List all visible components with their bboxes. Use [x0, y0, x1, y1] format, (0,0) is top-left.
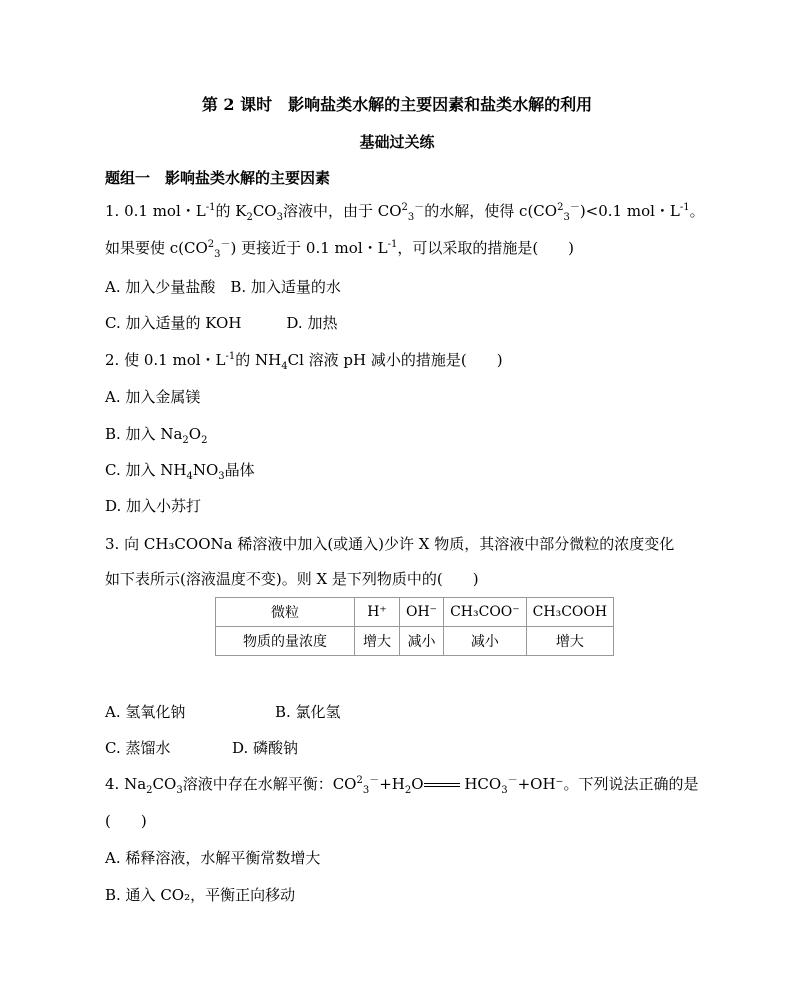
- q2-option-c: C. 加入 $NH_4NO_3$晶体: [105, 461, 255, 482]
- page-subtitle: 基础过关练: [359, 133, 435, 151]
- concentration-table: [215, 597, 614, 656]
- table-header-row: [216, 598, 614, 627]
- table-header-cell: CH₃COO⁻: [444, 598, 527, 627]
- q1-stem-line1: 1. 0.1 mol・$L^{-1}$的 $K_2CO_3$溶液中，由于 $CO^2_3^-$的水解，使得 $c(CO^2_3^-)<0.1$ mol・$L^{-1}$。: [105, 202, 705, 223]
- page-title: 第 2 课时 影响盐类水解的主要因素和盐类水解的利用: [201, 95, 593, 114]
- q3-option-d: D. 磷酸钠: [232, 739, 299, 757]
- q4-stem: 4. $Na_2CO_3$溶液中存在水解平衡：$CO^2_3^-+H_2O$ $HCO_3^-+OH^-$。下列说法正确的是: [105, 775, 699, 796]
- table-cell: 增大: [355, 627, 400, 656]
- table-cell: 减小: [400, 627, 444, 656]
- q2-stem: 2. 使 0.1 mol・$L^{-1}$的 $NH_4Cl$ 溶液 pH 减小的措施是( ): [105, 351, 503, 372]
- equilibrium-arrow-icon: [424, 780, 460, 790]
- q1-stem-line2: 如果要使 $c(CO^2_3^-)$ 更接近于 0.1 mol・$L^{-1}$，可以采取的措施是( ): [105, 239, 575, 260]
- q4-answer-paren: ( ): [105, 812, 147, 830]
- table-cell: 物质的量浓度: [216, 627, 355, 656]
- q2-option-a: A. 加入金属镁: [105, 388, 201, 406]
- q3-option-c: C. 蒸馏水: [105, 739, 171, 757]
- q2-option-b: B. 加入 $Na_2O_2$: [105, 425, 208, 446]
- q3-stem-line2: 如下表所示(溶液温度不变)。则 X 是下列物质中的( ): [105, 570, 479, 588]
- q1-options-cd: C. 加入适量的 KOH D. 加热: [105, 314, 338, 332]
- table-cell: 增大: [526, 627, 613, 656]
- q4-option-a: A. 稀释溶液，水解平衡常数增大: [105, 849, 321, 867]
- q2-option-d: D. 加入小苏打: [105, 497, 202, 515]
- table-cell: 减小: [444, 627, 527, 656]
- q1-options-ab: A. 加入少量盐酸 B. 加入适量的水: [105, 278, 341, 296]
- table-row: [216, 627, 614, 656]
- table-header-cell: H⁺: [355, 598, 400, 627]
- q4-option-b: B. 通入 CO₂，平衡正向移动: [105, 886, 296, 904]
- table-header-cell: CH₃COOH: [526, 598, 613, 627]
- q3-option-a: A. 氢氧化钠: [105, 703, 186, 721]
- section-title: 题组一 影响盐类水解的主要因素: [105, 169, 331, 187]
- q3-option-b: B. 氯化氢: [275, 703, 341, 721]
- q3-stem-line1: 3. 向 CH₃COONa 稀溶液中加入(或通入)少许 X 物质，其溶液中部分微粒的浓度变化: [105, 535, 675, 553]
- table-header-cell: OH⁻: [400, 598, 444, 627]
- table-header-cell: 微粒: [216, 598, 355, 627]
